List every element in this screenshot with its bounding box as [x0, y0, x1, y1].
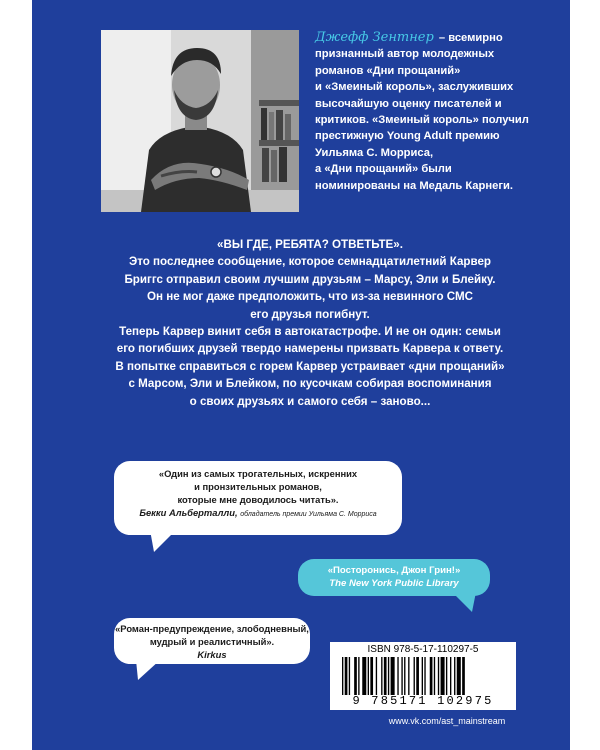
barcode-digits: 9 785171 102975 — [352, 694, 494, 708]
author-signature: Джефф Зентнер — [315, 30, 434, 45]
review-bubble-1: «Один из самых трогательных, искренних и пронзительных романов, которые мне доводилось читать». Бекки Альберталли, обладатель премии Уильяма С. Морриса — [114, 461, 402, 535]
barcode-bar — [462, 657, 465, 695]
review-bubble-2: «Посторонись, Джон Грин!» The New York Public Library — [298, 559, 490, 596]
blurb-headline: «ВЫ ГДЕ, РЕБЯТА? ОТВЕТЬТЕ». — [217, 238, 403, 251]
barcode-bar — [368, 657, 369, 695]
author-bio: Джефф Зентнер – всемирно признанный автор молодежных романов «Дни прощаний» и «Змеиный король», заслуживших высочайшую оценку писателей и критиков. «Змеиный король» получил престижную Young Adult премию Уильяма С. Морриса, а «Дни прощаний» были номинированы на Медаль Карнеги. — [315, 30, 529, 192]
barcode-bar — [457, 657, 461, 695]
review-author-note: обладатель премии Уильяма С. Морриса — [240, 511, 377, 518]
barcode-bar — [401, 657, 402, 695]
barcode-bar — [370, 657, 373, 695]
review-author: The New York Public Library — [329, 578, 459, 589]
barcode-bar — [342, 657, 343, 695]
barcode-bar — [424, 657, 425, 695]
barcode-bar — [358, 657, 359, 695]
barcode-bar — [388, 657, 389, 695]
book-back-cover — [32, 0, 570, 750]
barcode-bar — [349, 657, 350, 695]
book-blurb: «ВЫ ГДЕ, РЕБЯТА? ОТВЕТЬТЕ». Это последнее сообщение, которое семнадцатилетний Карвер Бриггс отправил своим лучшим друзьям – Марсу, Эли и Блейку. Он не мог даже предположить, что из-за невинного СМС его друзья погибнут. Теперь Карвер винит себя в автокатастрофе. И не он один: семьи его погибших друзей твердо намерены призвать Карвера к ответу. В попытке справиться с горем Карвер устраивает «дни прощаний» с Марсом, Эли и Блейком, по кусочкам собирая воспоминания о своих друзьях и самого себя – заново... — [90, 236, 530, 410]
barcode-bar — [430, 657, 433, 695]
barcode-bar — [438, 657, 439, 695]
barcode-bar — [414, 657, 415, 695]
barcode-bar — [384, 657, 387, 695]
review-author: Kirkus — [197, 649, 227, 660]
review-author: Бекки Альберталли, — [139, 507, 238, 518]
barcode-block — [330, 642, 516, 710]
barcode-bar — [354, 657, 357, 695]
isbn-label: ISBN 978-5-17-110297-5 — [367, 644, 479, 655]
barcode-bar — [404, 657, 405, 695]
barcode-bar — [345, 657, 348, 695]
review-bubble-3: «Роман-предупреждение, злободневный, мудрый и реалистичный». Kirkus — [114, 618, 310, 664]
barcode-bar — [362, 657, 366, 695]
barcode-bar — [416, 657, 419, 695]
barcode-bar — [450, 657, 451, 695]
barcode-bar — [391, 657, 395, 695]
barcode-bar — [408, 657, 409, 695]
barcode-bar — [381, 657, 382, 695]
barcode-bar — [422, 657, 423, 695]
barcode-bar — [454, 657, 455, 695]
barcode-bar — [446, 657, 447, 695]
barcode-bar — [397, 657, 398, 695]
barcode-icon — [342, 657, 504, 695]
barcode-bar — [441, 657, 445, 695]
author-photo — [101, 30, 299, 212]
publisher-url: www.vk.com/ast_mainstream — [388, 716, 506, 726]
barcode-bar — [434, 657, 435, 695]
barcode-bar — [376, 657, 377, 695]
